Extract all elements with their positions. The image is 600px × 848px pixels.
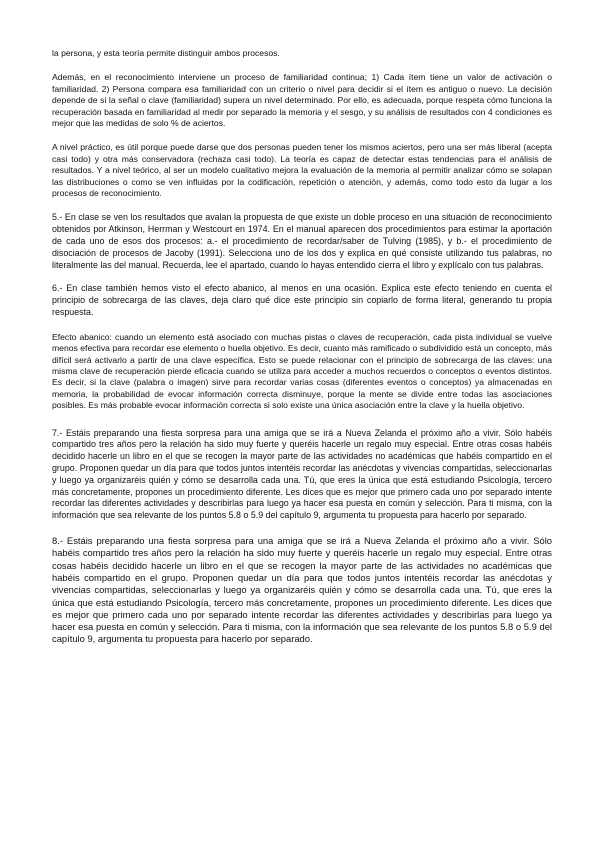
question-5: 5.- En clase se ven los resultados que avalan la propuesta de que existe un doble proceso en una situación de reconocimiento obtenidos por Atkinson, Herrman y Westcourt en 1974. En el manual aparecen dos procedimientos para estimar la aportación de cada uno de esos dos procesos: a.- el procedimiento de recordar/saber de Tulving (1985), y b.- el procedimiento de disociación de procesos de Jacoby (1991). Selecciona uno de los dos y explica en qué consiste utilizando tus palabras, no literalmente las del manual. Recuerda, lee el apartado, cuando lo hayas entendido cierra el libro y explícalo con tus palabras. [52,212,552,270]
paragraph-fan-effect: Efecto abanico: cuando un elemento está asociado con muchas pistas o claves de recuperación, cada pista individual se vuelve menos efectiva para recordar ese elemento o huella objetivo. Es decir, cuanto más ramificado o subdividido está un concepto, más difícil será activarlo a partir de una clave específica. Esto se puede relacionar con el principio de sobrecarga de las claves: una misma clave de recuperación pierde eficacia cuando se utiliza para acceder a muchos recuerdos o conceptos o eventos distintos. Es decir, si la clave (palabra o imagen) sirve para recordar varias cosas (diferentes eventos o conceptos) ya almacenadas en memoria, la probabilidad de evocar información correcta disminuye, porque la mente se divide entre todas las asociaciones posibles. Es más probable evocar información correcta si solo existe una única asociación entre la clave y la huella objetivo. [52,331,552,411]
paragraph-intro: la persona, y esta teoría permite distinguir ambos procesos. [52,48,280,58]
question-6: 6.- En clase también hemos visto el efecto abanico, al menos en una ocasión. Explica este efecto teniendo en cuenta el principio de sobrecarga de las claves, deja claro qué dice este principio sin copiarlo de forma literal, generando tu propia respuesta. [52,283,552,318]
question-8: 8.- Estáis preparando una fiesta sorpresa para una amiga que se irá a Nueva Zelanda el próximo año a vivir. Sólo habéis compartido tres años pero la relación ha sido muy fuerte y queréis hacerle un regalo muy especial. Entre otras cosas habéis decidido hacerle un libro en el que se recogen la mayor parte de las actividades no académicas que habéis compartido en el grupo. Proponen quedar un día para que todos juntos intentéis recordar las anécdotas y vivencias compartidas, seleccionarlas y luego ya organizaréis quién y cómo se desarrolla cada una. Tú, que eres la única que está estudiando Psicología, tercero más concretamente, propones un procedimiento diferente. Les dices que es mejor que primero cada uno por separado intente recordar las diferentes actividades y describirlas para luego ya hacer esa puesta en común y selección. Para ti misma, con la información que sea relevante de los puntos 5.8 o 5.9 del capítulo 9, argumenta tu propuesta para hacerlo por separado. [52,535,552,645]
paragraph-practical-level: A nivel práctico, es útil porque puede darse que dos personas pueden tener los mismos aciertos, pero una ser más liberal (acepta casi todo) y otra más conservadora (rechaza casi todo). La teoría es capaz de detectar estas tendencias para el análisis de resultados. Y a nivel teórico, al ser un modelo cualitativo mejora la evaluación de la memoria al permitir analizar cómo se solapan las distribuciones o como se ven influidas por la codificación, repetición o atención, y además, como todo esto da lugar a los procesos de reconocimiento. [52,142,552,199]
paragraph-familiarity: Además, en el reconocimiento interviene un proceso de familiaridad continua; 1) Cada ítem tiene un valor de activación o familiaridad. 2) Persona compara esa familiaridad con un criterio o nivel para decidir si el ítem es antiguo o nuevo. La decisión depende de si la señal o clave (familiaridad) supera un nivel determinado. Por ello, es adecuada, porque respeta cómo funciona la recuperación basada en familiaridad al medir por separado la memoria y el sesgo, y su análisis de resultados con 4 condiciones es mejor que las medidas de solo % de aciertos. [52,72,552,129]
text-column [52,48,552,646]
question-7: 7.- Estáis preparando una fiesta sorpresa para una amiga que se irá a Nueva Zelanda el próximo año a vivir. Sólo habéis compartido tres años pero la relación ha sido muy fuerte y queréis hacerle un regalo muy especial. Entre otras cosas habéis decidido hacerle un libro en el que se recogen la mayor parte de las actividades no académicas que habéis compartido en el grupo. Proponen quedar un día para que todos juntos intentéis recordar las anécdotas y vivencias compartidas, seleccionarlas y luego ya organizaréis quién y cómo se desarrolla cada una. Tú, que eres la única que está estudiando Psicología, tercero más concretamente, propones un procedimiento diferente. Les dices que es mejor que primero cada uno por separado intente recordar las diferentes actividades y describirlas para luego ya hacer esa puesta en común y selección. Para ti misma, con la información que sea relevante de los puntos 5.8 o 5.9 del capítulo 9, argumenta tu propuesta para hacerlo por separado. [52,427,552,521]
